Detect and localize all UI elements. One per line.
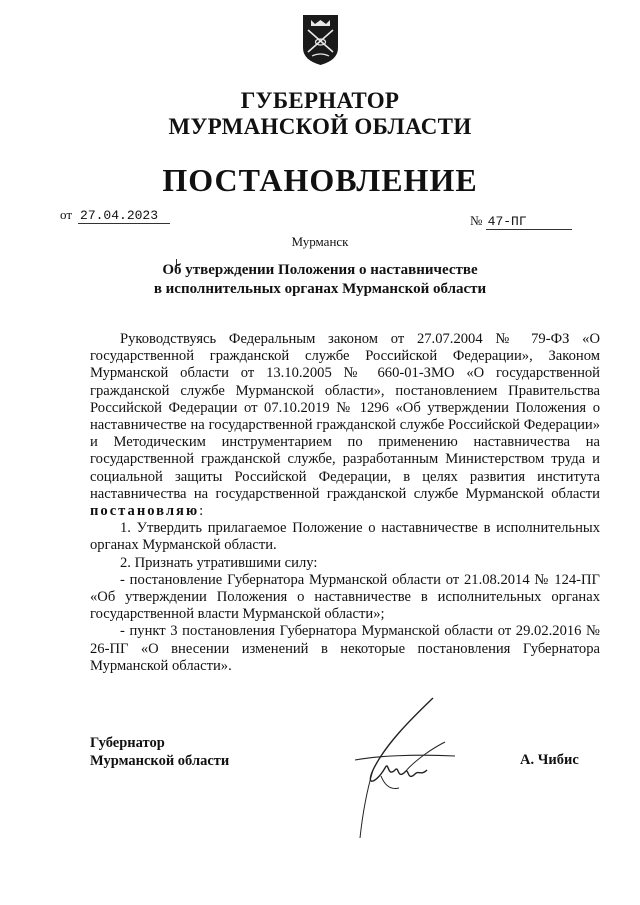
signatory-title-line1: Губернатор bbox=[90, 735, 165, 751]
item-2: 2. Признать утратившими силу: bbox=[120, 554, 318, 571]
city: Мурманск bbox=[291, 234, 349, 249]
document-type: ПОСТАНОВЛЕНИЕ bbox=[162, 162, 478, 198]
authority-line2: МУРМАНСКОЙ ОБЛАСТИ bbox=[168, 114, 472, 139]
resolve-colon: : bbox=[199, 503, 204, 520]
document-body bbox=[90, 331, 600, 675]
number-prefix: № bbox=[470, 213, 483, 228]
coat-of-arms-icon bbox=[302, 14, 339, 66]
signatory-name: А. Чибис bbox=[520, 752, 579, 768]
document-number: 47-ПГ bbox=[486, 214, 572, 230]
title-line2: в исполнительных органах Мурманской области bbox=[153, 281, 487, 297]
item-2a: - постановление Губернатора Мурманской области от 21.08.2014 № 124-ПГ «Об утверждении Положения о наставничестве в исполнительных органах государственной власти Мурманской области»; bbox=[90, 571, 600, 623]
handwritten-signature-icon bbox=[315, 690, 465, 840]
preamble-text: Руководствуясь Федеральным законом от 27.07.2004 № 79-ФЗ «О государственной гражданской службе Российской Федерации», Законом Мурманской области от 13.10.2005 № 660-01-ЗМО «О государственной гражданской службе Мурманской области», постановлением Правительства Российской Федерации от 07.10.2019 № 1296 «Об утверждении Положения о наставничестве на государственной гражданской службе Российской Федерации» и Методическим инструментарием по применению наставничества на государственной гражданской службе, разработанным Министерством труда и социальной защиты Российской Федерации, в целях развития института наставничества на государственной гражданской службе Мурманской области bbox=[90, 331, 600, 502]
preamble-paragraph bbox=[90, 331, 600, 520]
date-prefix: от bbox=[60, 207, 73, 222]
authority-line1: ГУБЕРНАТОР bbox=[240, 88, 400, 113]
title-line1: Об утверждении Положения о наставничестве bbox=[162, 262, 478, 278]
date-row bbox=[60, 207, 170, 224]
resolve-word: постановляю bbox=[90, 503, 200, 520]
signatory-title-line2: Мурманской области bbox=[90, 753, 230, 769]
item-2b: - пункт 3 постановления Губернатора Мурманской области от 29.02.2016 № 26-ПГ «О внесении изменений в некоторые постановления Губернатора Мурманской области». bbox=[90, 623, 600, 674]
document-title bbox=[150, 261, 490, 299]
item-1: 1. Утвердить прилагаемое Положение о наставничестве в исполнительных органах Мурманской области. bbox=[90, 520, 600, 554]
number-row bbox=[470, 213, 572, 230]
document-date: 27.04.2023 bbox=[78, 208, 170, 224]
signatory-title bbox=[90, 734, 229, 770]
